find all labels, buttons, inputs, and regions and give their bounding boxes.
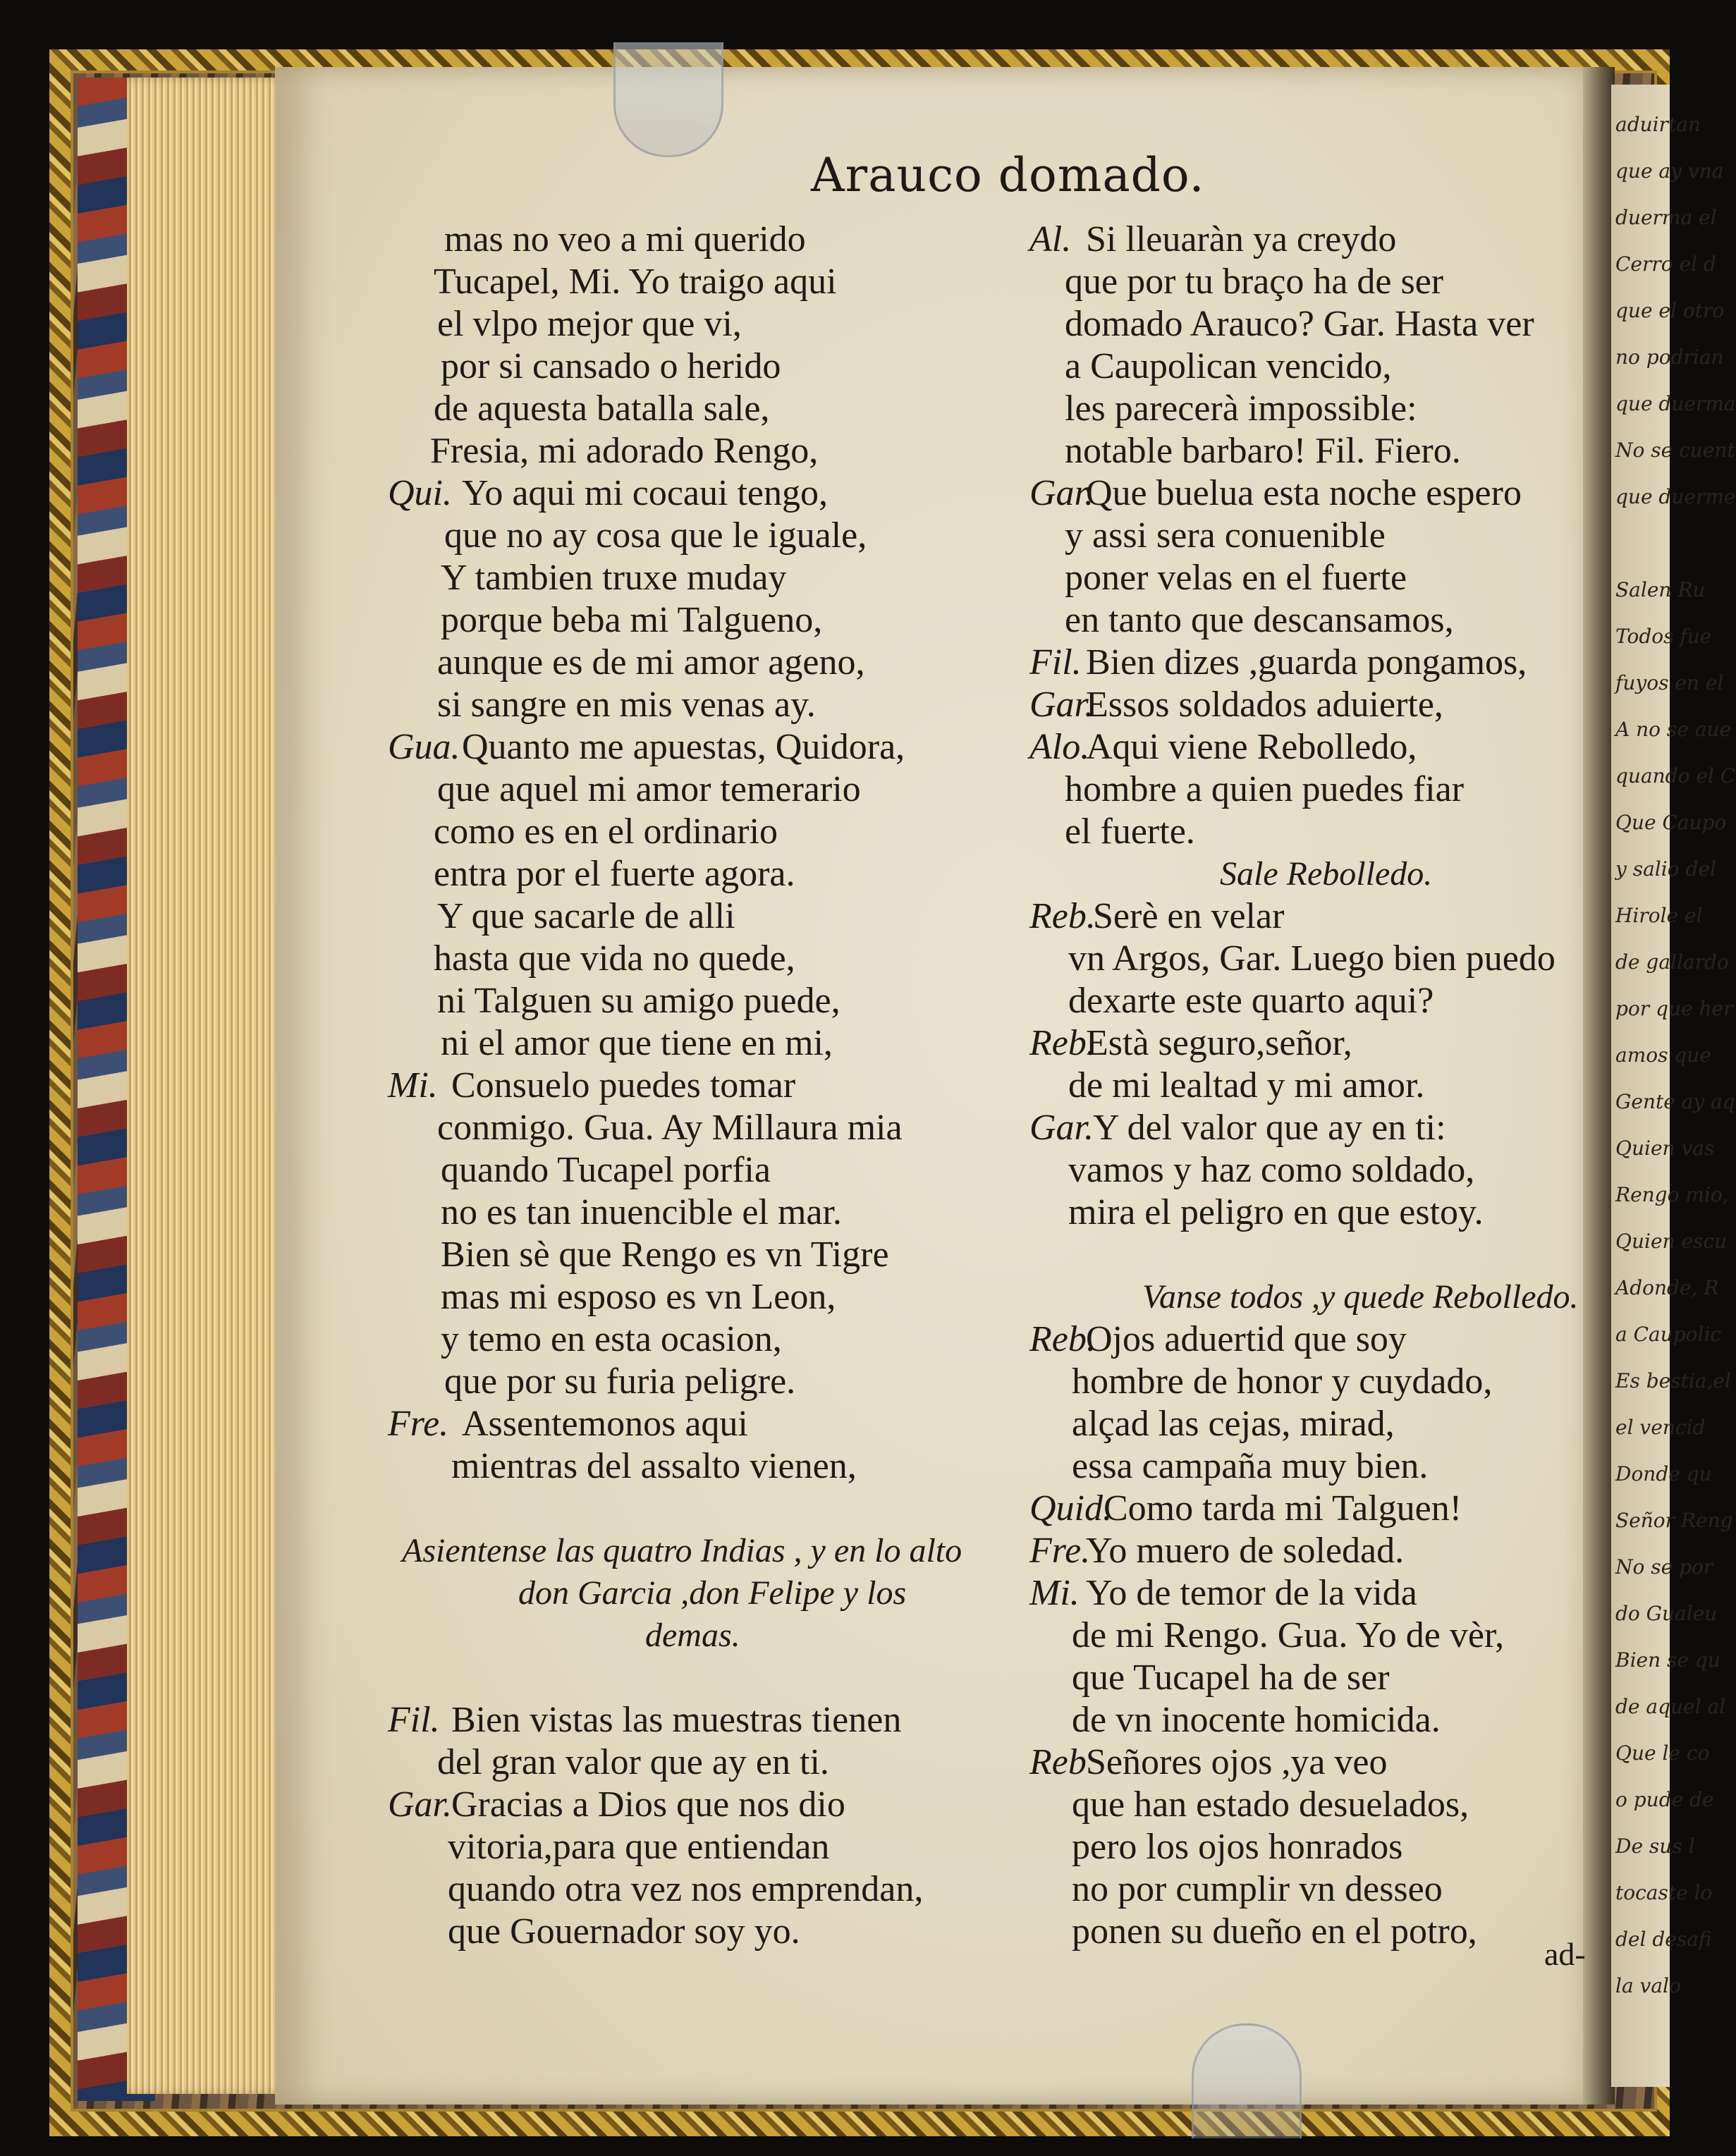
verse-line: [388, 1911, 1008, 1953]
stage-direction: Vanse todos ,y quede Rebolledo.: [1142, 1278, 1579, 1316]
verse-text: Tucapel, Mi. Yo traigo aqui: [434, 262, 837, 302]
verse-line: [388, 768, 1008, 811]
verse-text: del gran valor que ay en ti.: [437, 1742, 829, 1782]
verse-text: vitoria,para que entiendan: [448, 1827, 830, 1867]
recto-line-fragment: Salen Ru: [1615, 578, 1706, 601]
verse-text: de mi lealtad y mi amor.: [1068, 1065, 1425, 1105]
verse-text: no es tan inuencible el mar.: [441, 1192, 842, 1232]
verse-text: alçad las cejas, mirad,: [1072, 1404, 1395, 1444]
verse-line: [1029, 1826, 1579, 1868]
recto-line-fragment: que el otro: [1615, 299, 1725, 322]
recto-line-fragment: la valo: [1615, 1974, 1681, 1997]
recto-line-fragment: amos que: [1615, 1043, 1711, 1067]
speaker-label: Reb.: [1029, 896, 1096, 936]
recto-line-fragment: Que Caupo: [1615, 811, 1727, 834]
verse-line: [388, 853, 1008, 895]
recto-line-fragment: tocaste lo: [1615, 1881, 1713, 1904]
speaker-label: Al.: [1029, 219, 1072, 259]
verse-line: [388, 515, 1008, 557]
verse-line: [388, 1488, 1008, 1530]
verse-text: notable barbaro! Fil. Fiero.: [1065, 431, 1461, 471]
recto-line-fragment: fuyos en el: [1615, 671, 1724, 694]
speaker-label: Fre.: [1029, 1531, 1091, 1571]
verse-line: [388, 1403, 1008, 1445]
verse-text: ni Talguen su amigo puede,: [437, 981, 841, 1021]
verse-text: Yo aqui mi cocaui tengo,: [462, 473, 828, 513]
recto-line-fragment: Quien escu: [1615, 1230, 1728, 1253]
verse-line: [1029, 895, 1579, 938]
verse-line: [1029, 1149, 1579, 1192]
verse-line: [1029, 557, 1579, 599]
verse-text: Bien vistas las muestras tienen: [451, 1700, 902, 1740]
verse-line: [388, 980, 1008, 1022]
verse-line: [388, 1149, 1008, 1192]
verse-line: [1029, 980, 1579, 1022]
verse-line: [388, 219, 1008, 261]
verse-text: Bien dizes ,guarda pongamos,: [1086, 642, 1527, 682]
verse-text: Assentemonos aqui: [462, 1404, 748, 1444]
verse-line: [1029, 303, 1579, 345]
verse-text: quando otra vez nos emprendan,: [448, 1869, 924, 1909]
speaker-label: Reb.: [1029, 1319, 1096, 1359]
verse-line: [388, 684, 1008, 726]
verse-text: no por cumplir vn desseo: [1072, 1869, 1443, 1909]
verse-text: de vn inocente homicida.: [1072, 1700, 1441, 1740]
verse-line: [1029, 938, 1579, 980]
verse-line: [388, 1657, 1008, 1699]
verse-text: entra por el fuerte agora.: [434, 854, 795, 894]
recto-line-fragment: que duerme: [1615, 485, 1736, 508]
verse-line: [1029, 1615, 1579, 1657]
verse-line: [1029, 642, 1579, 684]
verse-line: [1029, 1911, 1579, 1953]
verse-line: [388, 430, 1008, 472]
verse-line: [388, 1741, 1008, 1784]
speaker-label: Fil.: [388, 1700, 440, 1740]
verse-text: mientras del assalto vienen,: [451, 1446, 857, 1486]
right-column: [1029, 219, 1579, 1953]
verse-line: [1029, 1572, 1579, 1615]
verse-text: por si cansado o herido: [441, 346, 781, 386]
verse-line: [1029, 1022, 1579, 1065]
verse-text: a Caupolican vencido,: [1065, 346, 1392, 386]
verse-line: [388, 1022, 1008, 1065]
stage-direction: Asientense las quatro Indias , y en lo alto: [402, 1532, 962, 1569]
verse-line: [1029, 1699, 1579, 1741]
verse-text: que aquel mi amor temerario: [437, 769, 861, 809]
verse-line: [388, 1276, 1008, 1318]
verse-line: [388, 811, 1008, 853]
verse-text: ni el amor que tiene en mi,: [441, 1023, 833, 1063]
verse-text: Aqui viene Rebolledo,: [1086, 727, 1417, 767]
verse-text: Señores ojos ,ya veo: [1086, 1742, 1388, 1782]
recto-line-fragment: de gallardo: [1615, 950, 1729, 974]
verse-text: Yo de temor de la vida: [1086, 1573, 1417, 1613]
speaker-label: Reb.: [1029, 1023, 1096, 1063]
verse-line: [388, 938, 1008, 980]
verse-text: hasta que vida no quede,: [434, 938, 795, 979]
verse-line: [388, 1445, 1008, 1488]
recto-line-fragment: Señor Reng: [1615, 1509, 1733, 1532]
recto-line-fragment: aduirtan: [1615, 113, 1701, 136]
recto-line-fragment: Donde qu: [1615, 1462, 1712, 1486]
verse-line: [388, 388, 1008, 430]
verse-line: [1029, 1657, 1579, 1699]
catchword: ad-: [1544, 1936, 1586, 1972]
verse-line: [1029, 1488, 1579, 1530]
stage-direction: demas.: [645, 1617, 740, 1654]
verse-text: les parecerà impossible:: [1065, 388, 1417, 429]
verse-text: que no ay cosa que le iguale,: [444, 515, 867, 556]
verse-line: [388, 1784, 1008, 1826]
verse-text: que Gouernador soy yo.: [448, 1911, 800, 1952]
verse-text: Ojos aduertid que soy: [1086, 1319, 1407, 1359]
verse-line: [1029, 1361, 1579, 1403]
verse-line: [1029, 768, 1579, 811]
verse-text: Està seguro,señor,: [1086, 1023, 1352, 1063]
recto-line-fragment: No se cuent: [1615, 439, 1735, 462]
recto-line-fragment: y salio del: [1615, 857, 1716, 881]
verse-line: [1029, 1192, 1579, 1234]
recto-line-fragment: que ay vna: [1615, 159, 1724, 183]
verse-line: [1029, 1318, 1579, 1361]
verse-text: hombre a quien puedes fiar: [1065, 769, 1465, 809]
speaker-label: Mi.: [1029, 1573, 1080, 1613]
speaker-label: Gar.: [388, 1784, 453, 1825]
recto-line-fragment: Hirole el: [1615, 904, 1703, 927]
verse-text: que Tucapel ha de ser: [1072, 1658, 1390, 1698]
verse-line: [1029, 1868, 1579, 1911]
recto-line-fragment: No se por: [1615, 1555, 1713, 1579]
verse-text: Fresia, mi adorado Rengo,: [430, 431, 819, 471]
verse-text: pero los ojos honrados: [1072, 1827, 1403, 1867]
recto-line-fragment: Rengo mio,: [1615, 1183, 1729, 1206]
stage-direction: don Garcia ,don Felipe y los: [518, 1574, 907, 1612]
verse-text: de mi Rengo. Gua. Yo de vèr,: [1072, 1615, 1505, 1655]
speaker-label: Gar.: [1029, 1108, 1094, 1148]
verse-line: [1029, 345, 1579, 388]
verse-text: hombre de honor y cuydado,: [1072, 1361, 1493, 1402]
verse-text: Serè en velar: [1093, 896, 1285, 936]
speaker-label: Reb: [1029, 1742, 1087, 1782]
verse-line: [388, 1361, 1008, 1403]
speaker-label: Quid.: [1029, 1488, 1112, 1529]
recto-line-fragment: Bien se qu: [1615, 1648, 1720, 1672]
verse-text: essa campaña muy bien.: [1072, 1446, 1429, 1486]
left-column: [388, 219, 1008, 1953]
verse-line: [388, 1318, 1008, 1361]
stage-direction: Sale Rebolledo.: [1220, 855, 1433, 893]
verse-text: mira el peligro en que estoy.: [1068, 1192, 1484, 1232]
verse-line: [1029, 219, 1579, 261]
recto-line-fragment: quando el C: [1615, 764, 1736, 788]
verse-text: Consuelo puedes tomar: [451, 1065, 796, 1105]
verse-line: [388, 1107, 1008, 1149]
book-gutter: [1583, 67, 1615, 2105]
verse-line: [1029, 599, 1579, 642]
verse-text: y assi sera conuenible: [1065, 515, 1386, 556]
recto-line-fragment: Quien vas: [1615, 1137, 1715, 1160]
verse-line: [1029, 1741, 1579, 1784]
verse-text: dexarte este quarto aqui?: [1068, 981, 1434, 1021]
verse-text: de aquesta batalla sale,: [434, 388, 770, 429]
verse-text: Y del valor que ay en ti:: [1093, 1108, 1446, 1148]
speaker-label: Gar.: [1029, 685, 1094, 725]
verse-line: [1029, 515, 1579, 557]
verse-text: Que buelua esta noche espero: [1086, 473, 1522, 513]
recto-line-fragment: a Caupolic: [1615, 1323, 1722, 1346]
verse-line: [388, 1699, 1008, 1741]
verse-line: [1029, 1065, 1579, 1107]
recto-line-fragment: del desafi: [1615, 1928, 1712, 1951]
recto-line-fragment: do Gualeu: [1615, 1602, 1718, 1625]
verse-text: Si lleuaràn ya creydo: [1086, 219, 1397, 259]
verse-line: [1029, 1530, 1579, 1572]
verse-line: [1029, 684, 1579, 726]
verse-text: que han estado desuelados,: [1072, 1784, 1469, 1825]
verse-line: [1029, 1107, 1579, 1149]
verse-line: [388, 345, 1008, 388]
verse-line: [388, 1065, 1008, 1107]
verse-line: [388, 642, 1008, 684]
verse-text: Bien sè que Rengo es vn Tigre: [441, 1235, 889, 1275]
page-clip-bottom: [1192, 2023, 1302, 2138]
recto-line-fragment: que duerma: [1615, 392, 1736, 415]
verse-text: poner velas en el fuerte: [1065, 558, 1407, 598]
page-edges: [127, 78, 289, 2094]
recto-line-fragment: o pude de: [1615, 1788, 1714, 1811]
verse-line: [388, 557, 1008, 599]
recto-line-fragment: Cerro el d: [1615, 252, 1716, 276]
verse-text: Y que sacarle de alli: [437, 896, 735, 936]
recto-line-fragment: De sus l: [1615, 1835, 1695, 1858]
verse-line: [1029, 1403, 1579, 1445]
speaker-label: Fil.: [1029, 642, 1082, 682]
verse-line: [388, 726, 1008, 768]
verse-line: [1029, 472, 1579, 515]
verse-line: [388, 895, 1008, 938]
speaker-label: Gar.: [1029, 473, 1094, 513]
verse-line: [388, 1826, 1008, 1868]
verse-text: que por tu braço ha de ser: [1065, 262, 1444, 302]
verse-line: [388, 1868, 1008, 1911]
verse-line: [1029, 726, 1579, 768]
recto-page-edge: [1611, 85, 1736, 2087]
verse-text: Y tambien truxe muday: [441, 558, 787, 598]
verse-text: y temo en esta ocasion,: [441, 1319, 782, 1359]
verse-text: vn Argos, Gar. Luego bien puedo: [1068, 938, 1555, 979]
verse-text: mas mi esposo es vn Leon,: [441, 1277, 836, 1317]
recto-line-fragment: Gente ay aq: [1615, 1090, 1735, 1113]
speaker-label: Fre.: [388, 1404, 449, 1444]
verse-text: quando Tucapel porfia: [441, 1150, 771, 1190]
page-clip-top: [613, 42, 723, 157]
verse-text: si sangre en mis venas ay.: [437, 685, 816, 725]
recto-line-fragment: A no se aue: [1615, 718, 1732, 741]
verse-line: [1029, 1234, 1579, 1276]
speaker-label: Qui.: [388, 473, 452, 513]
verse-text: el fuerte.: [1065, 811, 1195, 852]
speaker-label: Mi.: [388, 1065, 438, 1105]
verse-text: que por su furia peligre.: [444, 1361, 796, 1402]
recto-line-fragment: el vencid: [1615, 1416, 1706, 1439]
verse-text: mas no veo a mi querido: [444, 219, 806, 259]
verse-text: ponen su dueño en el potro,: [1072, 1911, 1477, 1952]
verse-text: como es en el ordinario: [434, 811, 778, 852]
recto-line-fragment: Todos fue: [1615, 625, 1712, 648]
verse-line: [388, 472, 1008, 515]
speaker-label: Alo.: [1029, 727, 1090, 767]
verse-line: [1029, 1445, 1579, 1488]
verse-text: Quanto me apuestas, Quidora,: [462, 727, 905, 767]
recto-line-fragment: por que her: [1615, 997, 1733, 1020]
verse-line: [1029, 811, 1579, 853]
verse-text: conmigo. Gua. Ay Millaura mia: [437, 1108, 903, 1148]
verse-line: [388, 303, 1008, 345]
verse-line: [388, 1234, 1008, 1276]
verse-text: Yo muero de soledad.: [1086, 1531, 1405, 1571]
verse-line: [1029, 261, 1579, 303]
verse-line: [1029, 430, 1579, 472]
speaker-label: Gua.: [388, 727, 460, 767]
running-head: Arauco domado.: [811, 148, 1205, 202]
recto-line-fragment: Que le co: [1615, 1741, 1710, 1765]
verse-text: aunque es de mi amor ageno,: [437, 642, 865, 682]
verse-line: [1029, 1784, 1579, 1826]
verse-text: Como tarda mi Talguen!: [1104, 1488, 1462, 1529]
verse-text: el vlpo mejor que vi,: [437, 304, 742, 344]
recto-line-fragment: Adonde, R: [1615, 1276, 1719, 1299]
verse-line: [388, 599, 1008, 642]
verse-text: vamos y haz como soldado,: [1068, 1150, 1475, 1190]
recto-line-fragment: de aquel al: [1615, 1695, 1726, 1718]
recto-line-fragment: duerma el: [1615, 206, 1717, 229]
recto-line-fragment: no podrian: [1615, 345, 1724, 369]
verse-text: porque beba mi Talgueno,: [441, 600, 823, 640]
verse-line: [388, 1192, 1008, 1234]
verse-text: domado Arauco? Gar. Hasta ver: [1065, 304, 1534, 344]
verse-line: [388, 261, 1008, 303]
verse-text: Essos soldados aduierte,: [1086, 685, 1443, 725]
verse-text: en tanto que descansamos,: [1065, 600, 1454, 640]
recto-line-fragment: Es bestia,el: [1615, 1369, 1731, 1392]
verse-text: Gracias a Dios que nos dio: [451, 1784, 845, 1825]
verse-line: [1029, 388, 1579, 430]
